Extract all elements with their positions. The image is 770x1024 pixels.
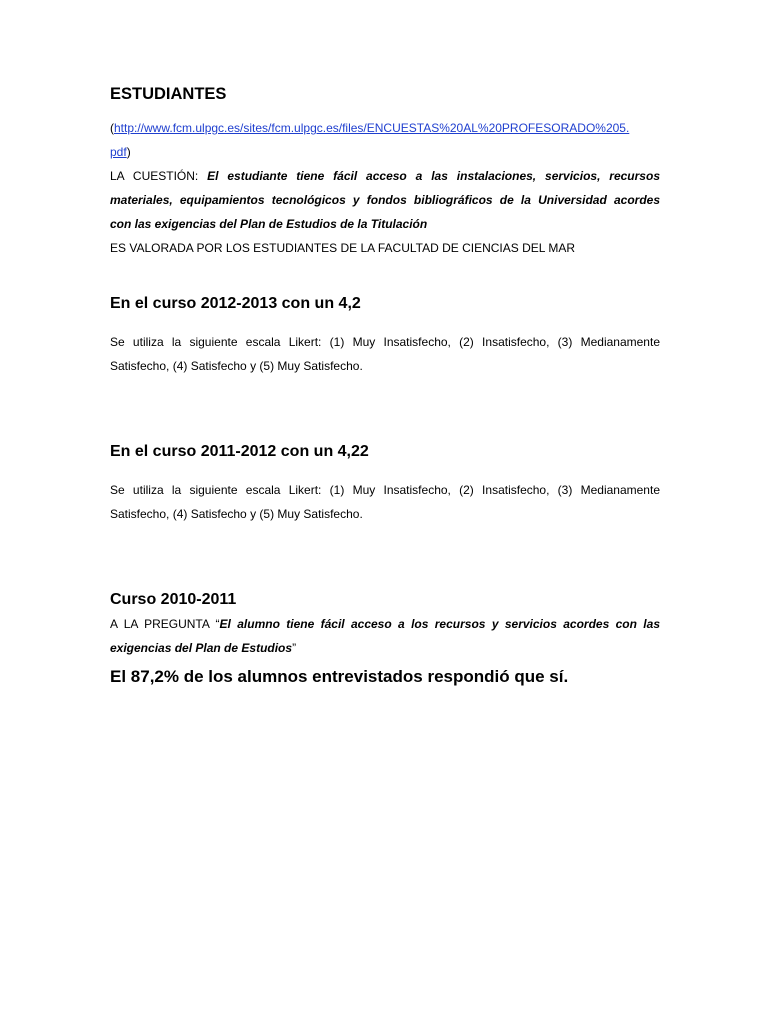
course-2012-scale: Se utiliza la siguiente escala Likert: (1) Muy Insatisfecho, (2) Insatisfecho, (3) Medianamente Satisfecho, (4) Satisfecho y (5) Muy Satisfecho. — [110, 335, 660, 373]
course-2011-scale: Se utiliza la siguiente escala Likert: (1) Muy Insatisfecho, (2) Insatisfecho, (3) Medianamente Satisfecho, (4) Satisfecho y (5) Muy Satisfecho. — [110, 483, 660, 521]
question-text-line1: El estudiante tiene fácil acceso a las instalaciones, servicios, recursos — [207, 169, 660, 183]
course-2010-heading: Curso 2010-2011 — [110, 591, 237, 608]
course-2010-question-line2: exigencias del Plan de Estudios — [110, 641, 293, 655]
course-2012-heading: En el curso 2012-2013 con un 4,2 — [110, 295, 361, 312]
question-text-line2: materiales, equipamientos tecnológicos y fondos bibliográficos de la Universidad acordes — [110, 193, 660, 207]
source-link-continued[interactable]: pdf — [110, 145, 127, 159]
document-page — [110, 84, 660, 688]
course-2010-question: A LA PREGUNTA “El alumno tiene fácil acceso a los recursos y servicios acordes con las exigencias del Plan de Estudios” — [110, 617, 660, 655]
course-2011-heading: En el curso 2011-2012 con un 4,22 — [110, 443, 369, 460]
section-title: ESTUDIANTES — [110, 85, 227, 103]
source-link-block: (http://www.fcm.ulpgc.es/sites/fcm.ulpgc.es/files/ENCUESTAS%20AL%20PROFESORADO%205. pdf) — [110, 121, 630, 159]
course-2010-question-line1: El alumno tiene fácil acceso a los recursos y servicios acordes con las — [219, 617, 660, 631]
valuation-text: ES VALORADA POR LOS ESTUDIANTES DE LA FACULTAD DE CIENCIAS DEL MAR — [110, 241, 576, 255]
question-block — [110, 164, 660, 260]
question-text-line3: con las exigencias del Plan de Estudios de la Titulación — [110, 217, 428, 231]
question-prefix: LA CUESTIÓN: — [110, 169, 199, 183]
source-link[interactable]: http://www.fcm.ulpgc.es/sites/fcm.ulpgc.es/files/ENCUESTAS%20AL%20PROFESORADO%205. — [114, 121, 630, 135]
course-2010-result: El 87,2% de los alumnos entrevistados respondió que sí. — [110, 667, 569, 686]
